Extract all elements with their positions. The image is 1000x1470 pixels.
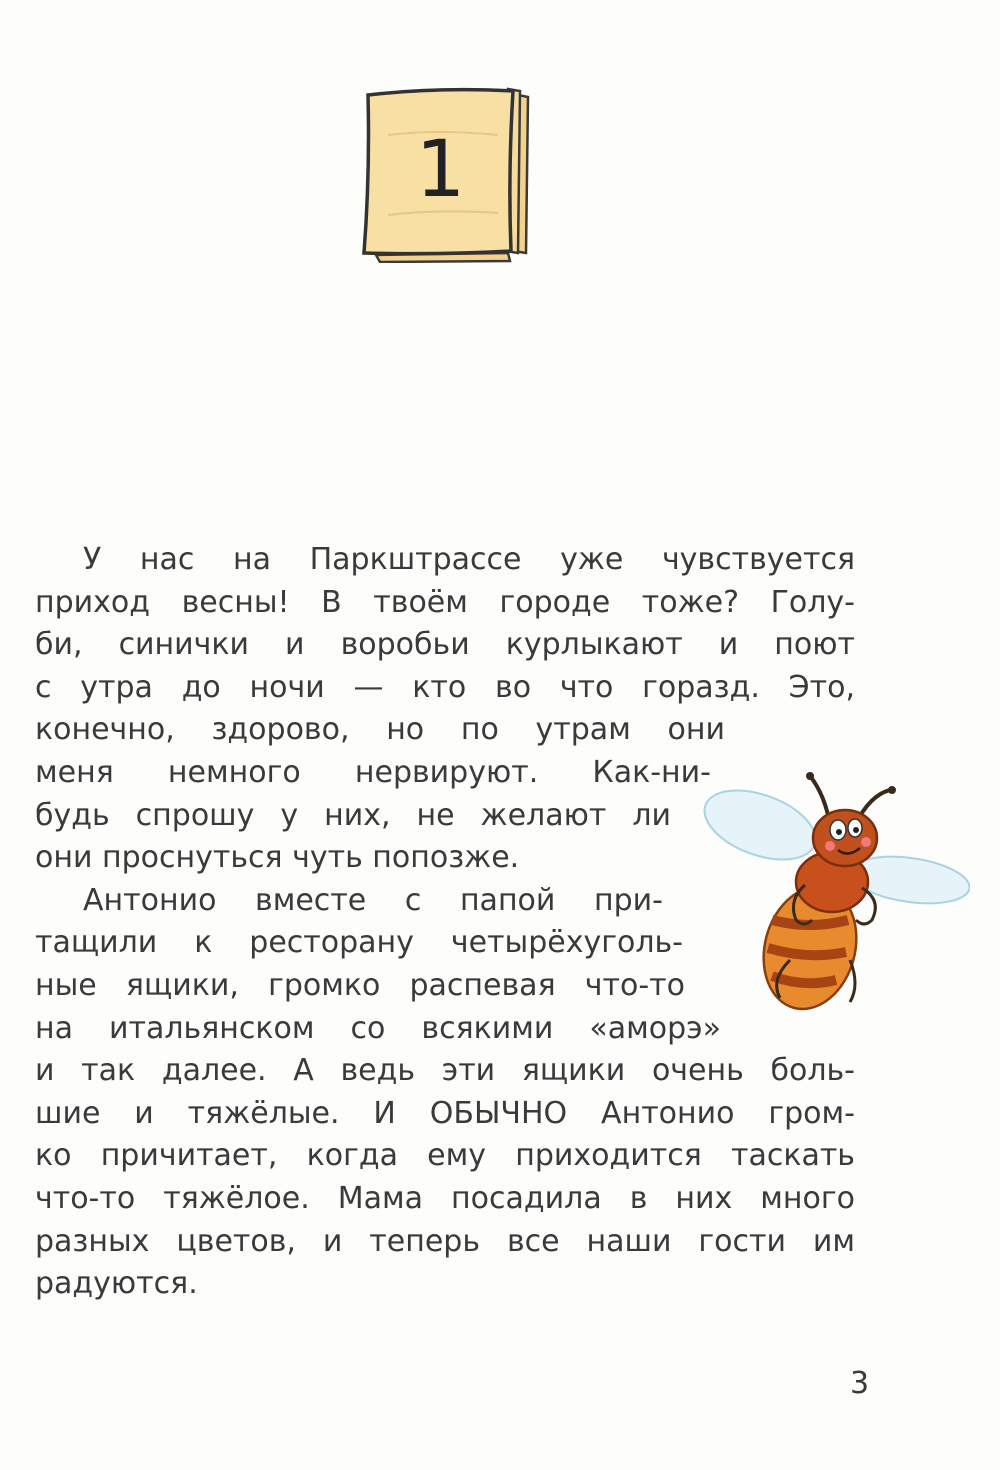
text-line: радуются. [35,1266,198,1302]
text-line: приход весны! В твоём городе тоже? Голу- [35,584,855,620]
text-line: с утра до ночи — кто во что горазд. Это, [35,669,855,705]
text-line: тащили к ресторану четырёхуголь- [35,925,683,961]
text-line: У нас на Паркштрассе уже чувствуется [83,542,855,577]
text-line: на итальянском со всякими «аморэ» [35,1010,721,1046]
text-line: би, синички и воробьи курлыкают и поют [35,627,855,663]
text-line: конечно, здорово, но по утрам они [35,712,725,748]
bee-illustration [700,770,970,1015]
chapter-number: 1 [415,125,466,215]
text-line: разных цветов, и теперь все наши гости им [35,1223,855,1259]
page-number: 3 [850,1366,870,1401]
text-line: шие и тяжёлые. И ОБЫЧНО Антонио гром- [35,1095,855,1131]
text-line: ные ящики, громко распевая что-то [35,967,685,1003]
bee-icon [700,770,970,1015]
text-line: и так далее. А ведь эти ящики очень боль- [35,1053,855,1089]
text-line: будь спрошу у них, не желают ли [35,797,671,833]
chapter-badge [358,85,538,263]
text-line: ко причитает, когда ему приходится таскать [35,1138,855,1174]
text-line: меня немного нервируют. Как-ни- [35,754,711,790]
text-line: Антонио вместе с папой при- [83,882,663,918]
text-line: что-то тяжёлое. Мама посадила в них много [35,1180,855,1216]
text-line: они проснуться чуть попозже. [35,840,520,876]
